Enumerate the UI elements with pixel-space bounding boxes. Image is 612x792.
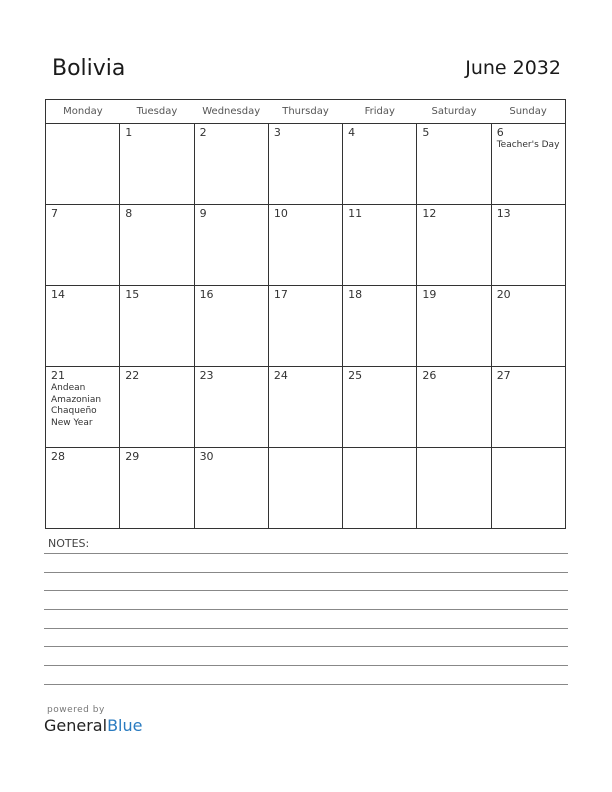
day-number: 3: [273, 126, 281, 139]
powered-by-text: powered by: [47, 705, 105, 715]
holiday-label: Teacher's Day: [496, 140, 560, 150]
day-cell: [417, 448, 491, 529]
notes-line: [44, 572, 568, 573]
day-cell: [194, 286, 268, 367]
day-cell: [194, 367, 268, 448]
day-cell: [491, 367, 565, 448]
notes-line: [44, 553, 568, 554]
day-number: 25: [348, 369, 363, 382]
month-year-title: June 2032: [465, 57, 561, 79]
day-cell: [491, 205, 565, 286]
day-cell: [343, 124, 417, 205]
day-number: 29: [125, 450, 140, 463]
day-cell: [343, 205, 417, 286]
day-number: 18: [348, 288, 363, 301]
weekday-header: Saturday: [417, 100, 491, 124]
week-row: [46, 124, 566, 205]
week-row: [46, 367, 566, 448]
day-cell: [268, 205, 342, 286]
day-number: 19: [422, 288, 437, 301]
day-cell: [46, 205, 120, 286]
weekday-header-row: [46, 100, 566, 124]
day-number: 21: [51, 369, 65, 382]
day-number: 14: [51, 288, 65, 301]
day-number: 30: [199, 450, 214, 463]
day-cell: [491, 286, 565, 367]
week-row: [46, 205, 566, 286]
weekday-header: Monday: [46, 100, 120, 124]
day-cell: [46, 124, 120, 205]
day-cell: [120, 448, 194, 529]
day-cell: [120, 286, 194, 367]
notes-line: [44, 684, 568, 685]
notes-label: NOTES:: [48, 537, 90, 550]
day-cell: [268, 124, 342, 205]
day-number: 4: [348, 126, 356, 139]
day-cell: [417, 286, 491, 367]
day-number: 8: [125, 207, 133, 220]
week-row: [46, 448, 566, 529]
generalblue-logo[interactable]: [44, 716, 142, 735]
day-cell: [417, 367, 491, 448]
day-number: 23: [199, 369, 214, 382]
day-number: 6: [496, 126, 504, 139]
day-number: 12: [422, 207, 437, 220]
weekday-header: Sunday: [491, 100, 565, 124]
notes-line: [44, 609, 568, 610]
day-cell: [194, 205, 268, 286]
day-cell: [268, 448, 342, 529]
notes-line: [44, 590, 568, 591]
day-number: 13: [496, 207, 511, 220]
day-cell: [343, 286, 417, 367]
day-number: 7: [51, 207, 58, 220]
weekday-header: Tuesday: [120, 100, 194, 124]
day-cell: [120, 205, 194, 286]
day-number: 2: [199, 126, 207, 139]
day-cell: [491, 124, 565, 205]
notes-line: [44, 628, 568, 629]
day-number: 28: [51, 450, 65, 463]
day-number: 20: [496, 288, 511, 301]
day-number: 10: [273, 207, 288, 220]
day-cell: [268, 367, 342, 448]
week-row: [46, 286, 566, 367]
day-number: 27: [496, 369, 511, 382]
day-number: 1: [125, 126, 133, 139]
day-cell: [194, 448, 268, 529]
day-cell: [46, 367, 120, 448]
brand-blue: Blue: [107, 716, 143, 735]
day-number: 16: [199, 288, 214, 301]
day-number: 5: [422, 126, 430, 139]
day-number: 15: [125, 288, 140, 301]
day-cell: [343, 367, 417, 448]
day-cell: [491, 448, 565, 529]
brand-general: General: [44, 716, 108, 735]
day-cell: [417, 124, 491, 205]
day-cell: [417, 205, 491, 286]
country-title: Bolivia: [52, 56, 126, 81]
calendar-grid: [45, 99, 566, 529]
holiday-label: Andean Amazonian Chaqueño New Year: [51, 383, 102, 428]
day-cell: [46, 448, 120, 529]
weekday-header: Thursday: [268, 100, 342, 124]
day-number: 9: [199, 207, 207, 220]
day-cell: [268, 286, 342, 367]
day-cell: [120, 124, 194, 205]
day-number: 24: [273, 369, 288, 382]
weekday-header: Wednesday: [194, 100, 268, 124]
day-number: 11: [348, 207, 363, 220]
day-number: 26: [422, 369, 437, 382]
day-number: 17: [273, 288, 288, 301]
weekday-header: Friday: [343, 100, 417, 124]
day-number: 22: [125, 369, 140, 382]
notes-line: [44, 646, 568, 647]
day-cell: [343, 448, 417, 529]
day-cell: [120, 367, 194, 448]
notes-line: [44, 665, 568, 666]
day-cell: [194, 124, 268, 205]
day-cell: [46, 286, 120, 367]
